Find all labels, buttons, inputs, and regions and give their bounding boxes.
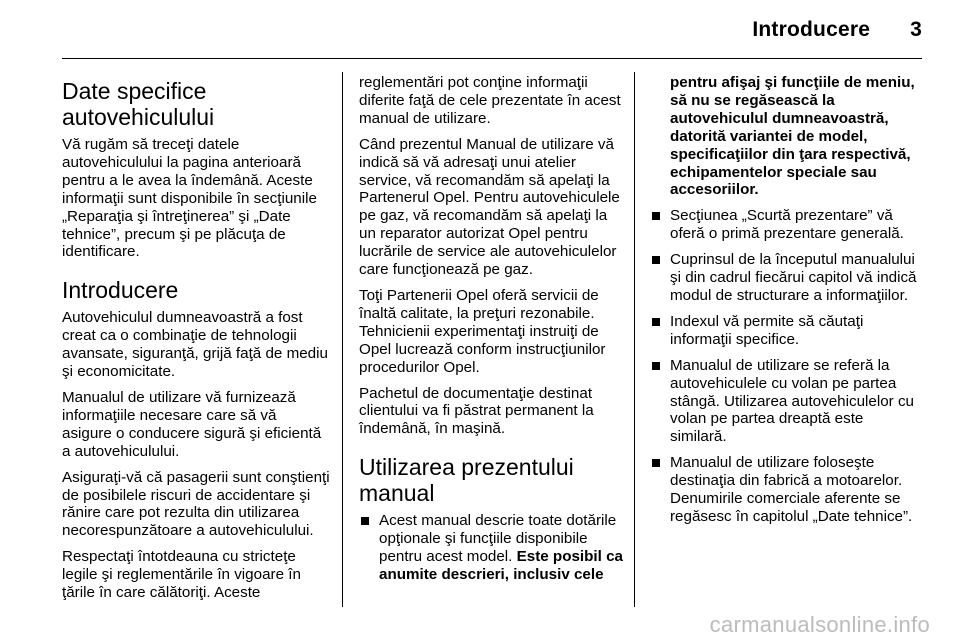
column-2 — [359, 74, 627, 592]
paragraph-regulations: reglementări pot conţine informaţii diferite faţă de cele prezentate în acest manual de utilizare. — [359, 74, 621, 127]
list-item — [650, 207, 918, 243]
paragraph-intro-2: Manualul de utilizare vă furnizează informaţiile necesare care să vă asigure o conducere sigură şi eficientă a autovehiculului. — [62, 388, 322, 460]
paragraph-documentation: Pachetul de documentaţie destinat clientului va fi păstrat permanent la îndemână, în maşină. — [359, 384, 594, 438]
list-item-text: Manualul de utilizare se referă la autovehiculele cu volan pe partea stângă. Utilizarea autovehiculelor cu volan pe partea dreaptă este similară. — [670, 356, 914, 446]
column-divider-2 — [634, 72, 635, 607]
list-item-bold-text: Este posibil ca anumite descrieri, inclusiv cele — [379, 548, 623, 583]
list-item-text: Manualul de utilizare foloseşte destinaţia din fabrică a motoarelor. Denumirile comerciale aferente se regăsesc în capitolul „Date tehnice”. — [670, 454, 913, 525]
page-header-title: Introducere — [752, 18, 871, 41]
column-divider-1 — [342, 72, 343, 607]
paragraph-service: Când prezentul Manual de utilizare vă indică să vă adresaţi unui atelier service, vă recomandăm să apelaţi la Partenerul Opel. Pentru autovehiculele pe gaz, vă recomandăm să apelaţi la un reparator autorizat Opel pentru lucrările de service ale autovehiculelor care funcţionează pe gaz. — [359, 135, 620, 279]
watermark: carmanualsonline.info — [709, 612, 930, 637]
list-item — [650, 313, 918, 349]
list-item-text: Acest manual descrie toate dotările opţionale şi funcţiile disponibile pentru acest model. — [379, 512, 617, 566]
paragraph-partners: Toţi Partenerii Opel oferă servicii de înaltă calitate, la preţuri rezonabile. Tehnicienii experimentaţi instruiţi de Opel lucrează conform instrucţiunilor procedurilor Opel. — [359, 286, 606, 376]
page-number: 3 — [910, 18, 922, 41]
list-item — [650, 454, 918, 526]
column-3 — [650, 74, 918, 534]
list-item-text: Secţiunea „Scurtă prezentare” vă oferă o primă prezentare generală. — [670, 207, 904, 243]
column-1 — [62, 78, 330, 610]
page-header — [752, 18, 922, 42]
bullet-list-start — [359, 512, 627, 584]
heading-introduction: Introducere — [62, 277, 179, 304]
square-bullet-icon — [652, 256, 660, 264]
list-item-bold-continuation: pentru afişaj şi funcţiile de meniu, să nu se regăsească la autovehiculul dumneavoastră, datorită variantei de model, specificaţiilor din ţara respectivă, echipamentelor speciale sau accesoriilor. — [670, 74, 915, 199]
square-bullet-icon — [361, 517, 369, 525]
list-item — [650, 251, 918, 305]
square-bullet-icon — [652, 212, 660, 220]
list-item-text: Indexul vă permite să căutaţi informaţii specifice. — [670, 312, 864, 348]
list-item — [359, 512, 627, 584]
header-rule — [62, 58, 922, 59]
square-bullet-icon — [652, 318, 660, 326]
paragraph-intro-3: Asiguraţi-vă că pasagerii sunt conştienţi de posibilele riscuri de accidentare şi rănire care pot rezulta din utilizarea necorespunzătoare a autovehiculului. — [62, 468, 330, 540]
square-bullet-icon — [652, 362, 660, 370]
heading-using-manual: Utilizarea prezentului manual — [359, 454, 574, 507]
paragraph-intro-4: Respectaţi întotdeauna cu stricteţe legile şi reglementările în vigoare în ţările în care călătoriţi. Aceste — [62, 548, 301, 602]
heading-vehicle-data: Date specifice autovehiculului — [62, 78, 215, 130]
square-bullet-icon — [652, 459, 660, 467]
bullet-list — [650, 207, 918, 526]
paragraph-vehicle-data: Vă rugăm să treceţi datele autovehiculului la pagina anterioară pentru a le avea la îndemână. Aceste informaţii sunt disponibile în secţiunile „Reparaţia şi întreţinerea” şi „Date tehnice”, precum şi pe plăcuţa de identificare. — [62, 136, 317, 261]
paragraph-intro-1: Autovehiculul dumneavoastră a fost creat ca o combinaţie de tehnologii avansate, siguranţă, grijă faţă de mediu şi economicitate. — [62, 309, 328, 381]
list-item — [650, 357, 918, 447]
list-item-text: Cuprinsul de la începutul manualului şi din cadrul fiecărui capitol vă indică modul de structurare a informaţiilor. — [670, 251, 917, 304]
